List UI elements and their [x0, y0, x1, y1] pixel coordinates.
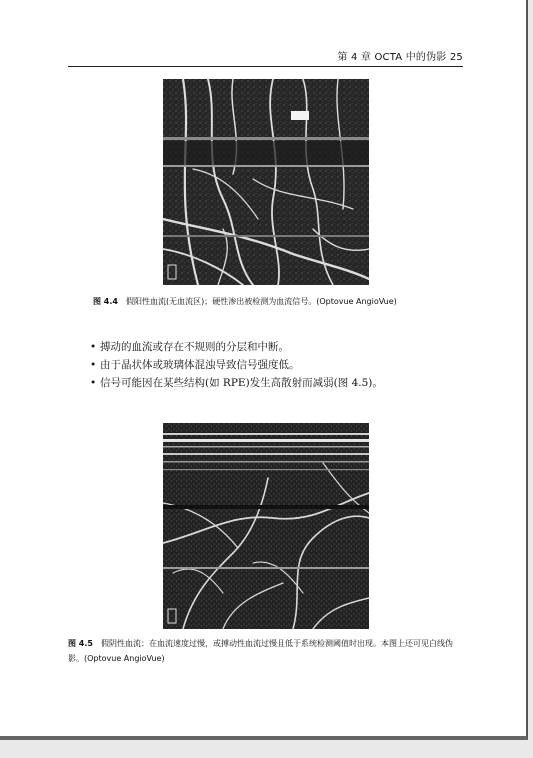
- bullet-list: [90, 338, 460, 392]
- figure-4-4-image: [163, 79, 369, 285]
- list-item: [90, 338, 460, 356]
- list-item-text: 搏动的血流或存在不规则的分层和中断。: [100, 341, 289, 353]
- bullet-icon: •: [90, 377, 97, 389]
- list-item-text: 信号可能因在某些结构(如 RPE)发生高散射而减弱(图 4.5)。: [100, 377, 383, 389]
- list-item: [90, 374, 460, 392]
- bullet-icon: •: [90, 341, 97, 353]
- figure-4-4-caption: [93, 294, 473, 309]
- figure-4-5-caption: [68, 636, 463, 666]
- figure-4-4-caption-text: 假阳性血流(无血流区)；硬性渗出被检测为血流信号。(Optovue AngioVue): [125, 297, 397, 306]
- figure-4-4-label: 图 4.4: [93, 297, 118, 306]
- figure-4-5-caption-text: 假阴性血流：在血流速度过慢，或搏动性血流过慢且低于系统检测阈值时出现。本图上还可见白线伪影。(Optovue AngioVue): [68, 639, 453, 663]
- list-item: [90, 356, 460, 374]
- running-head: 第 4 章 OCTA 中的伪影 25: [337, 52, 463, 63]
- figure-4-5-label: 图 4.5: [68, 639, 93, 648]
- figure-4-5-image: [163, 423, 369, 629]
- bullet-icon: •: [90, 359, 97, 371]
- page-header: [68, 44, 463, 67]
- list-item-text: 由于晶状体或玻璃体混浊导致信号强度低。: [100, 359, 300, 371]
